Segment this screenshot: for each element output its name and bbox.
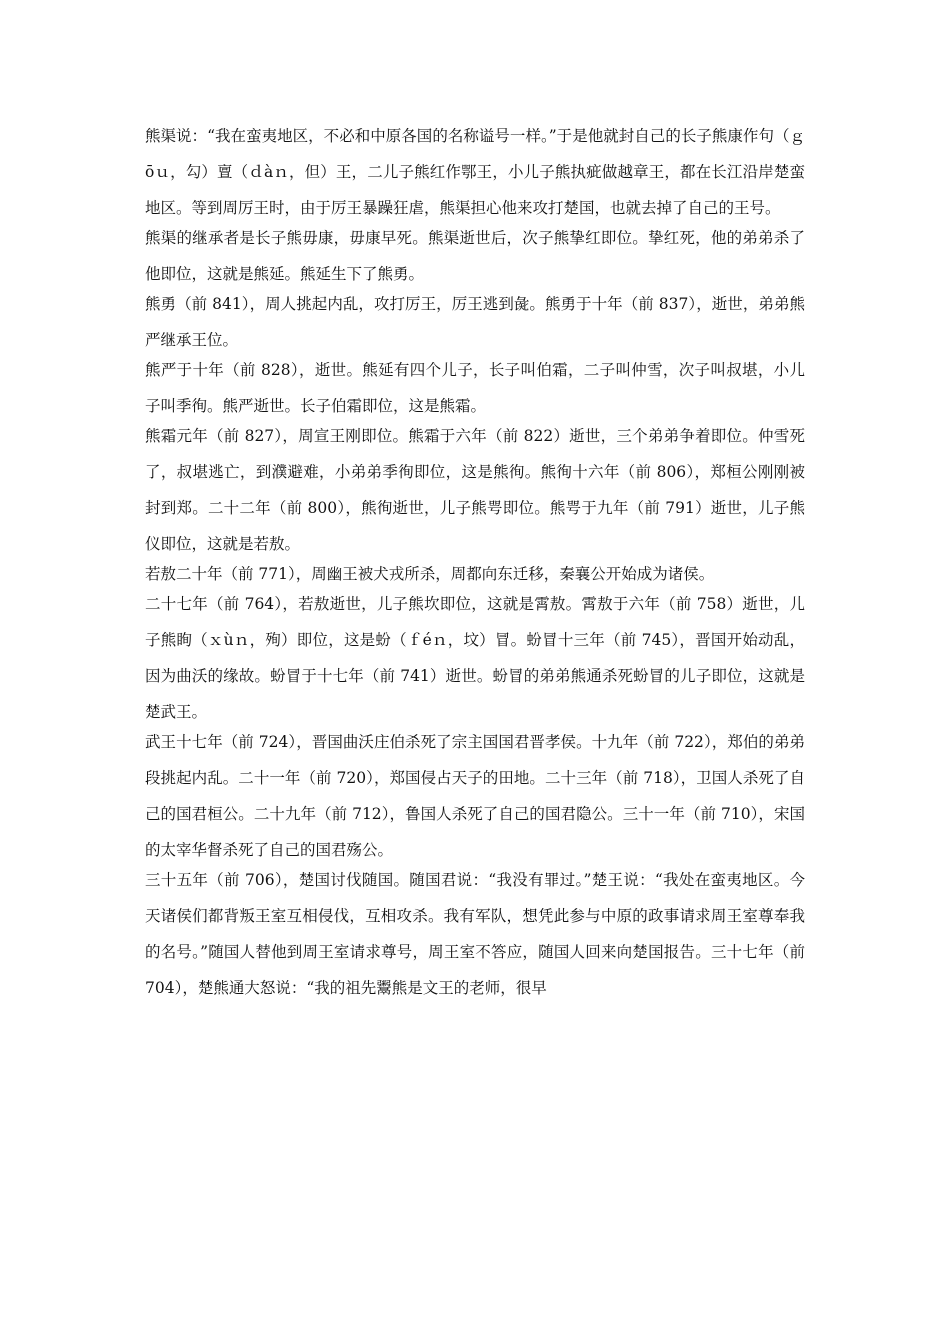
paragraph: 熊霜元年（前 827），周宣王刚即位。熊霜于六年（前 822）逝世，三个弟弟争着即位。仲雪死了，叔堪逃亡，到濮避难，小弟弟季徇即位，这是熊徇。熊徇十六年（前 806），郑桓公刚刚被封到郑。二十二年（前 800），熊徇逝世，儿子熊咢即位。熊咢于九年（前 791）逝世，儿子熊仪即位，这就是若敖。 <box>145 427 805 553</box>
document-body <box>145 118 805 1006</box>
paragraph: 三十五年（前 706），楚国讨伐随国。随国君说：“我没有罪过。”楚王说：“我处在蛮夷地区。今天诸侯们都背叛王室互相侵伐，互相攻杀。我有军队，想凭此参与中原的政事请求周王室尊奉我的名号。”随国人替他到周王室请求尊号，周王室不答应，随国人回来向楚国报告。三十七年（前 704），楚熊通大怒说：“我的祖先鬻熊是文王的老师，很早 <box>145 871 805 997</box>
paragraph: 熊渠说：“我在蛮夷地区，不必和中原各国的名称谥号一样。”于是他就封自己的长子熊康作句（ｇōｕ，勾）亶（ｄàｎ，但）王，二儿子熊红作鄂王，小儿子熊执疵做越章王，都在长江沿岸楚蛮地区。等到周厉王时，由于厉王暴躁狂虐，熊渠担心他来攻打楚国，也就去掉了自己的王号。 <box>145 127 805 217</box>
paragraph: 若敖二十年（前 771），周幽王被犬戎所杀，周都向东迁移，秦襄公开始成为诸侯。 <box>145 565 715 583</box>
paragraph: 熊渠的继承者是长子熊毋康，毋康早死。熊渠逝世后，次子熊挚红即位。挚红死，他的弟弟杀了他即位，这就是熊延。熊延生下了熊勇。 <box>145 229 805 283</box>
paragraph: 二十七年（前 764），若敖逝世，儿子熊坎即位，这就是霄敖。霄敖于六年（前 758）逝世，儿子熊眴（ｘùｎ，殉）即位，这是蚡（ｆéｎ，坟）冒。蚡冒十三年（前 745），晋国开始动乱，因为曲沃的缘故。蚡冒于十七年（前 741）逝世。蚡冒的弟弟熊通杀死蚡冒的儿子即位，这就是楚武王。 <box>145 595 805 721</box>
paragraph: 武王十七年（前 724），晋国曲沃庄伯杀死了宗主国国君晋孝侯。十九年（前 722），郑伯的弟弟段挑起内乱。二十一年（前 720），郑国侵占天子的田地。二十三年（前 718），卫国人杀死了自己的国君桓公。二十九年（前 712），鲁国人杀死了自己的国君隐公。三十一年（前 710），宋国的太宰华督杀死了自己的国君殇公。 <box>145 733 805 859</box>
paragraph: 熊严于十年（前 828），逝世。熊延有四个儿子，长子叫伯霜，二子叫仲雪，次子叫叔堪，小儿子叫季徇。熊严逝世。长子伯霜即位，这是熊霜。 <box>145 361 805 415</box>
paragraph: 熊勇（前 841），周人挑起内乱，攻打厉王，厉王逃到彘。熊勇于十年（前 837），逝世，弟弟熊严继承王位。 <box>145 295 805 349</box>
